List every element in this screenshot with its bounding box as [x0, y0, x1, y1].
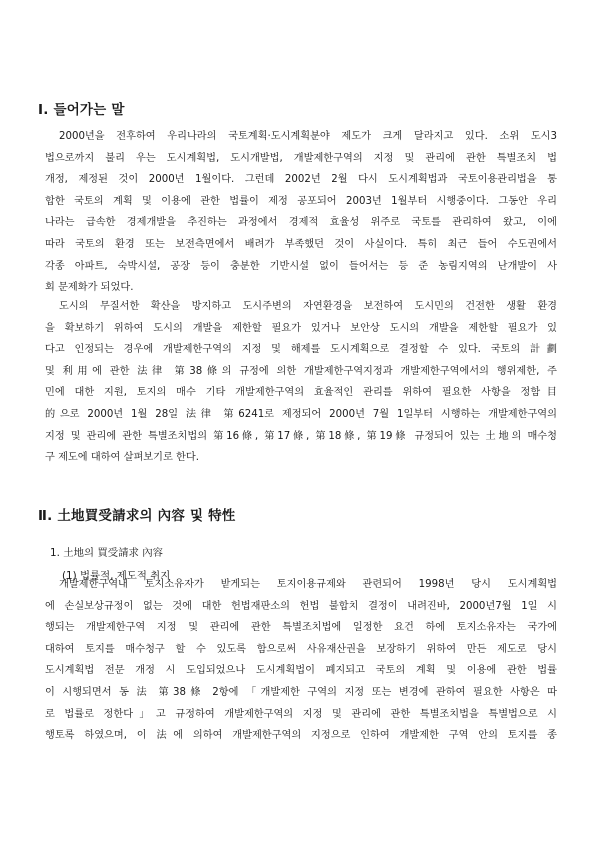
text-line: 도시의 무질서한 확산을 방지하고 도시주변의 자연환경을 보전하여 도시민의 건전한 생활 환경: [59, 301, 557, 312]
intro-paragraph-1: [45, 126, 557, 299]
text-line: 회 문제화가 되었다.: [45, 282, 134, 294]
subsection-heading: 1. 土地의 買受請求 內容: [50, 547, 163, 559]
text-line: 이 시행되면서 동 法 第38條 2항에 「개발제한 구역의 지정 또는 변경에 관하여 필요한 사항은 따: [45, 686, 557, 698]
text-line: 에 손실보상규정이 없는 것에 대한 헌법재판소의 헌법 불합치 결정이 내려진바, 2000년7월 1일 시: [45, 600, 557, 612]
text-line: 개정, 제정된 것이 2000년 1월이다. 그런데 2002년 2월 다시 도시계획법과 국토이용관리법을 통: [45, 174, 557, 186]
text-line: 로 법률로 정한다」고 규정하여 개발제한구역의 지정 및 관리에 관한 특별조치법을 특별법으로 시: [45, 708, 557, 720]
text-line: 도시계획법 전문 개정 시 도입되었으나 도시계획법이 폐지되고 국토의 계획 및 이용에 관한 법률: [45, 665, 557, 677]
section-heading-land-purchase-claim: Ⅱ. 土地買受請求의 內容 및 特性: [38, 508, 236, 524]
text-line: 및 利用에 관한 法律 第38條의 규정에 의한 개발제한구역지정과 개발제한구역에서의 행위제한, 주: [45, 365, 557, 377]
text-line: 개발제한구역내 토지소유자가 받게되는 토지이용규제와 관련되어 1998년 당시 도시계획법: [59, 579, 557, 590]
text-line: 을 확보하기 위하여 도시의 개발을 제한할 필요가 있거나 보안상 도시의 개발을 제한할 필요가 있: [45, 322, 557, 334]
intro-paragraph-2: [45, 296, 557, 469]
text-line: 다고 인정되는 경우에 개발제한구역의 지정 및 해제를 도시계획으로 결정할 수 있다. 국토의 計劃: [45, 344, 557, 356]
text-line: 법으로까지 불리 우는 도시계획법, 도시개발법, 개발제한구역의 지정 및 관리에 관한 특별조치 법: [45, 152, 557, 164]
text-line: 행되는 개발제한구역 지정 및 관리에 관한 특별조치법에 일정한 요건 하에 토지소유자는 국가에: [45, 622, 557, 634]
text-line: 나라는 급속한 경제개발을 추진하는 과정에서 경제적 효율성 위주로 국토를 관리하여 왔고, 이에: [45, 217, 557, 229]
text-line: 지정 및 관리에 관한 특별조치법의 第16條, 第17條, 第18條, 第19條 규정되어 있는 土地의 매수청: [45, 430, 557, 442]
section-heading-introduction: Ⅰ. 들어가는 말: [38, 102, 125, 118]
text-line: 행토록 하였으며, 이 法에 의하여 개발제한구역의 지정으로 인하여 개발제한 구역 안의 토지를 종: [45, 730, 557, 742]
text-line: 민에 대한 지원, 토지의 매수 기타 개발제한구역의 효율적인 관리를 위하여 필요한 사항을 정함目: [45, 387, 557, 399]
text-line: 2000년을 전후하여 우리나라의 국토계획·도시계획분야 제도가 크게 달라지고 있다. 소위 도시3: [59, 131, 557, 142]
text-line: 대하여 토지를 매수청구 할 수 있도록 함으로써 사유재산권을 보장하기 위하여 만든 제도로 당시: [45, 643, 557, 655]
text-line: 각종 아파트, 숙박시설, 공장 등이 충분한 기반시설 없이 들어서는 등 준 농림지역의 난개발이 사: [45, 260, 557, 272]
text-line: 的으로 2000년 1월 28일 法律 第6241로 제정되어 2000년 7월 1일부터 시행하는 개발제한구역의: [45, 408, 557, 420]
purpose-paragraph: [45, 574, 557, 747]
text-line: 합한 국토의 계획 및 이용에 관한 법률이 제정 공포되어 2003년 1월부터 시행중이다. 그동안 우리: [45, 195, 557, 207]
text-line: 구 제도에 대하여 살펴보기로 한다.: [45, 452, 199, 464]
text-line: 따라 국토의 환경 또는 보전측면에서 배려가 부족했던 것이 사실이다. 특히 최근 들어 수도권에서: [45, 238, 557, 250]
subsubsection-heading: (1) 법률적, 제도적 취지: [62, 570, 171, 582]
